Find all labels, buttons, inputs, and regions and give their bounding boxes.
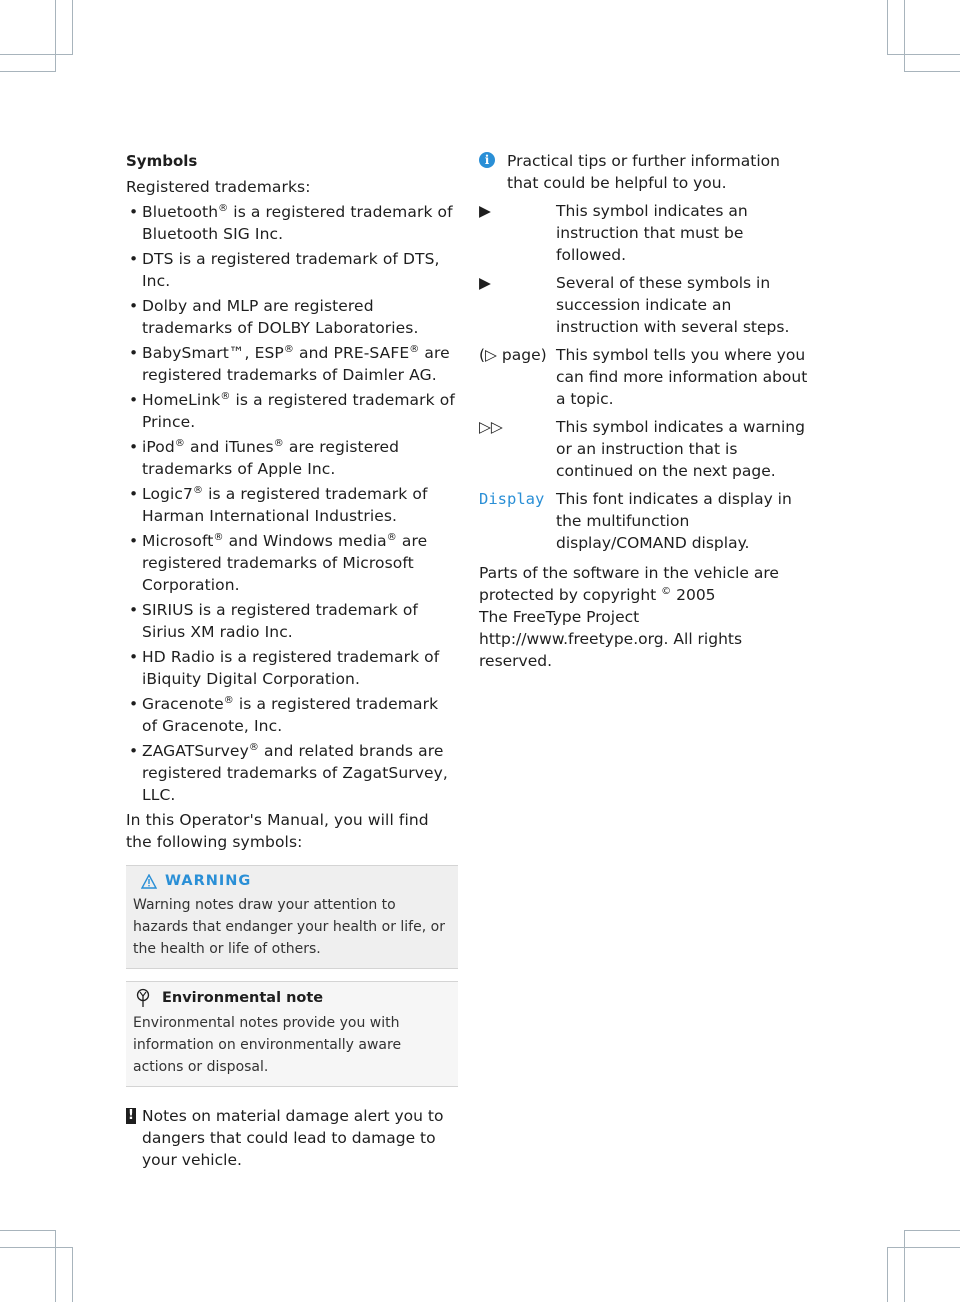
symbol-row	[479, 344, 814, 410]
trademark-item: • Gracenote® is a registered trademark of Gracenote, Inc.	[129, 695, 439, 735]
crop-mark	[0, 54, 73, 55]
symbol-row	[479, 272, 814, 338]
exclamation-icon: !	[126, 1108, 136, 1124]
copyright-symbol: ©	[661, 586, 672, 597]
lightbulb-icon	[136, 988, 150, 1008]
trademark-item: • iPod® and iTunes® are registered trademarks of Apple Inc.	[129, 438, 400, 478]
symbol-description: Several of these symbols in succession indicate an instruction with several steps.	[556, 274, 790, 336]
environmental-title: Environmental note	[162, 990, 324, 1006]
symbols-intro: In this Operator's Manual, you will find the following symbols:	[126, 811, 429, 851]
right-column	[479, 150, 814, 672]
crop-mark	[887, 54, 960, 55]
info-icon: i	[479, 152, 495, 168]
crop-mark	[0, 1230, 56, 1231]
symbol-description: This font indicates a display in the multifunction display/COMAND display.	[556, 490, 792, 552]
crop-mark	[904, 1230, 905, 1302]
symbol-row	[479, 200, 814, 266]
symbol-row	[479, 488, 814, 554]
symbol-description: This symbol indicates a warning or an instruction that is continued on the next page.	[556, 418, 805, 480]
copyright-line: Parts of the software in the vehicle are	[479, 564, 779, 582]
trademark-item: • DTS is a registered trademark of DTS, Inc.	[129, 250, 440, 290]
crop-mark	[55, 0, 56, 72]
trademark-item: • ZAGATSurvey® and related brands are registered trademarks of ZagatSurvey, LLC.	[129, 742, 448, 804]
crop-mark	[887, 1247, 960, 1248]
warning-box	[126, 865, 458, 969]
environmental-box	[126, 981, 458, 1087]
copyright-url: http://www.freetype.org. All rights	[479, 630, 743, 648]
copyright-line: The FreeType Project	[479, 608, 640, 626]
crop-mark	[72, 1247, 73, 1302]
crop-mark	[904, 71, 960, 72]
copyright-line: protected by copyright © 2005	[479, 586, 716, 604]
warning-title-row	[133, 872, 450, 890]
material-damage-note	[126, 1105, 458, 1171]
trademark-item: • Microsoft® and Windows media® are registered trademarks of Microsoft Corporation.	[129, 532, 428, 594]
crop-mark	[55, 1230, 56, 1302]
play-arrow-icon: ▶	[479, 202, 491, 220]
crop-mark	[904, 1230, 960, 1231]
trademark-item: • Dolby and MLP are registered trademarks of DOLBY Laboratories.	[129, 297, 419, 337]
symbol-label: Display	[479, 490, 545, 508]
warning-title: WARNING	[165, 873, 252, 889]
play-arrow-icon: ▶	[479, 274, 491, 292]
crop-mark	[887, 0, 888, 55]
crop-mark	[72, 0, 73, 55]
trademark-item: • HomeLink® is a registered trademark of Prince.	[129, 391, 455, 431]
trademark-item: • Bluetooth® is a registered trademark of Bluetooth SIG Inc.	[129, 203, 453, 243]
trademark-list	[126, 201, 458, 806]
material-damage-text: Notes on material damage alert you to dangers that could lead to damage to your vehicle.	[142, 1107, 444, 1169]
info-tip-text: Practical tips or further information that could be helpful to you.	[507, 152, 780, 192]
symbol-legend	[479, 200, 814, 554]
warning-body: Warning notes draw your attention to hazards that endanger your health or life, or the health or life of others.	[133, 897, 445, 957]
symbol-description: This symbol tells you where you can find more information about a topic.	[556, 346, 808, 408]
crop-mark	[904, 0, 905, 72]
crop-mark	[0, 71, 56, 72]
trademarks-intro: Registered trademarks:	[126, 178, 311, 196]
double-arrow-icon: ▷▷	[479, 418, 503, 436]
crop-mark	[887, 1247, 888, 1302]
environmental-body: Environmental notes provide you with information on environmentally aware actions or disposal.	[133, 1015, 402, 1075]
trademark-item: • BabySmart™, ESP® and PRE-SAFE® are registered trademarks of Daimler AG.	[129, 344, 450, 384]
crop-mark	[0, 1247, 73, 1248]
left-column	[126, 150, 458, 1171]
trademark-item: • SIRIUS is a registered trademark of Sirius XM radio Inc.	[129, 601, 418, 641]
trademark-item: • Logic7® is a registered trademark of Harman International Industries.	[129, 485, 428, 525]
section-heading: Symbols	[126, 152, 198, 170]
warning-triangle-icon	[141, 874, 157, 889]
copyright-notice	[479, 562, 814, 672]
info-tip	[479, 150, 814, 194]
copyright-line: reserved.	[479, 652, 553, 670]
symbol-label: (▷ page)	[479, 346, 547, 364]
symbol-row	[479, 416, 814, 482]
environmental-title-row	[133, 988, 450, 1008]
symbol-description: This symbol indicates an instruction that must be followed.	[556, 202, 748, 264]
trademark-item: • HD Radio is a registered trademark of iBiquity Digital Corporation.	[129, 648, 440, 688]
